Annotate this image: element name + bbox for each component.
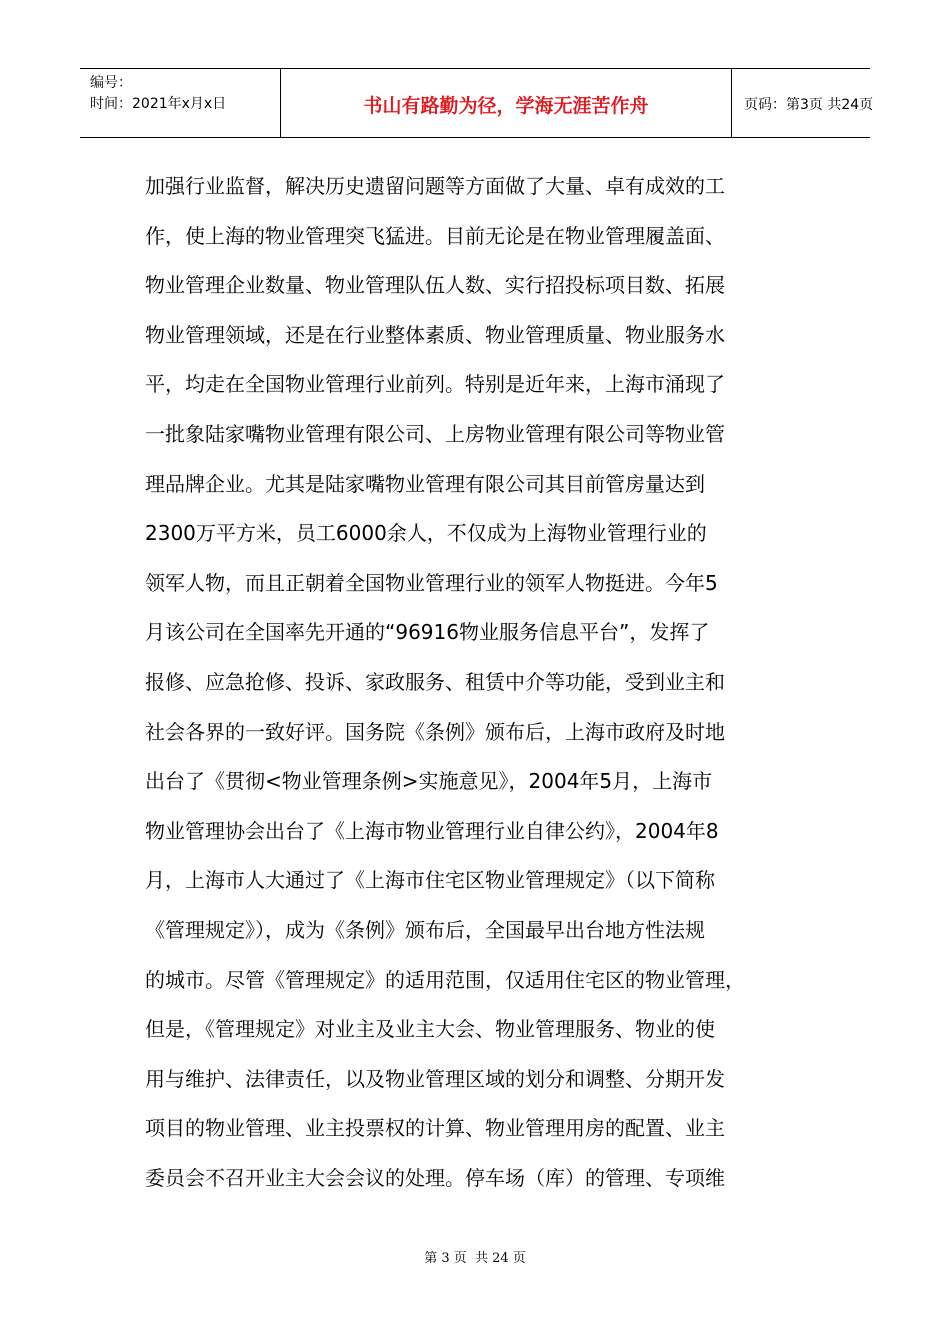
body-line: 平，均走在全国物业管理行业前列。特别是近年来，上海市涌现了 <box>145 372 725 397</box>
body-line: 作，使上海的物业管理突飞猛进。目前无论是在物业管理履盖面、 <box>145 223 725 248</box>
body-line: 物业管理企业数量、物业管理队伍人数、实行招投标项目数、拓展 <box>145 273 725 298</box>
header-meta-cell <box>80 69 281 137</box>
header-page-info: 页码：第3页 共24页 <box>744 97 874 113</box>
body-line: 物业管理领域，还是在行业整体素质、物业管理质量、物业服务水 <box>145 322 725 347</box>
header-motto-cell <box>281 69 732 137</box>
body-line: 委员会不召开业主大会会议的处理。停车场（库）的管理、专项维 <box>145 1165 725 1190</box>
body-line: 《管理规定》），成为《条例》颁布后，全国最早出台地方性法规 <box>145 917 705 942</box>
document-number-label: 编号： <box>90 75 132 91</box>
body-line: 的城市。尽管《管理规定》的适用范围，仅适用住宅区的物业管理， <box>145 967 745 992</box>
document-header <box>80 68 874 138</box>
body-line: 月，上海市人大通过了《上海市住宅区物业管理规定》（以下简称 <box>145 868 715 893</box>
body-line: 报修、应急抢修、投诉、家政服务、租赁中介等功能，受到业主和 <box>145 669 725 694</box>
body-line: 社会各界的一致好评。国务院《条例》颁布后，上海市政府及时地 <box>145 719 725 744</box>
page-footer: 第 3 页 共 24 页 <box>424 1251 526 1266</box>
body-line: 物业管理协会出台了《上海市物业管理行业自律公约》，2004年8 <box>145 818 719 843</box>
header-page-cell <box>732 69 874 137</box>
body-line: 2300万平方米，员工6000余人，不仅成为上海物业管理行业的 <box>145 521 707 546</box>
body-line: 加强行业监督，解决历史遗留问题等方面做了大量、卓有成效的工 <box>145 174 725 198</box>
body-line: 月该公司在全国率先开通的“96916物业服务信息平台”，发挥了 <box>145 620 710 645</box>
body-line: 用与维护、法律责任，以及物业管理区域的划分和调整、分期开发 <box>145 1066 725 1091</box>
body-line: 项目的物业管理、业主投票权的计算、物业管理用房的配置、业主 <box>145 1116 725 1141</box>
body-line: 出台了《贯彻<物业管理条例>实施意见》，2004年5月，上海市 <box>145 769 713 794</box>
body-line: 理品牌企业。尤其是陆家嘴物业管理有限公司其目前管房量达到 <box>145 471 705 496</box>
body-text <box>145 162 815 1203</box>
body-line: 领军人物，而且正朝着全国物业管理行业的领军人物挺进。今年5 <box>145 570 718 595</box>
body-line: 但是，《管理规定》对业主及业主大会、物业管理服务、物业的使 <box>145 1017 715 1042</box>
document-time-label: 时间：2021年x月x日 <box>90 96 227 112</box>
header-motto: 书山有路勤为径，学海无涯苦作舟 <box>363 95 649 117</box>
body-line: 一批象陆家嘴物业管理有限公司、上房物业管理有限公司等物业管 <box>145 421 725 446</box>
